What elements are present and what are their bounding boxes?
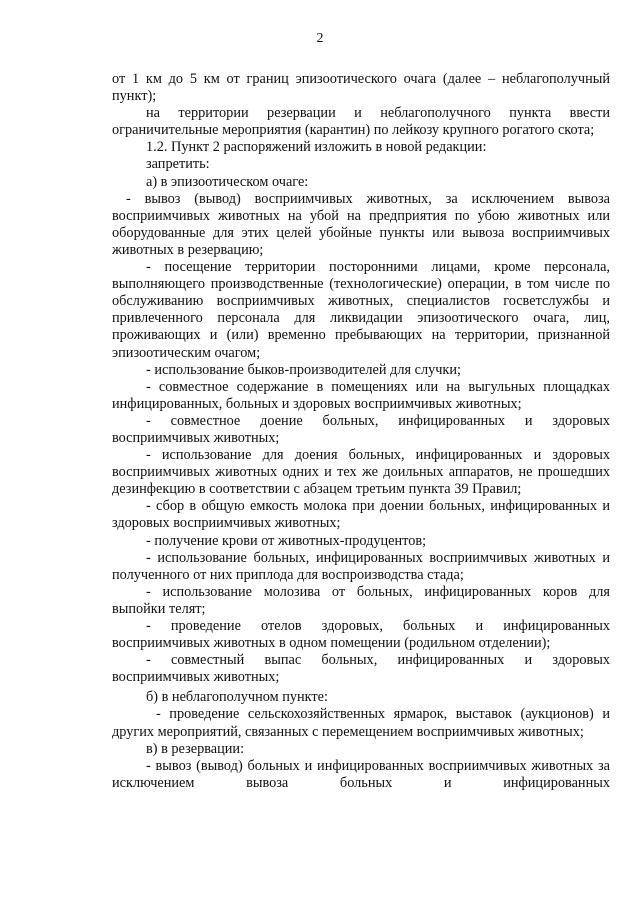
paragraph: б) в неблагополучном пункте: <box>146 689 328 706</box>
paragraph: - получение крови от животных-продуцентов; <box>146 532 427 549</box>
paragraph: 1.2. Пункт 2 распоряжений изложить в новой редакции: <box>146 139 487 156</box>
paragraph: - вывоз (вывод) восприимчивых животных, за исключением вывоза восприимчивых животных на убой на предприятия по убою животных или оборудованные для этих целей убойные пункты или вывоза восприимчивых животных в резервацию; <box>112 190 610 258</box>
paragraph: - сбор в общую емкость молока при доении больных, инфицированных и здоровых восприимчивых животных; <box>112 498 610 532</box>
paragraph: - проведение отелов здоровых, больных и инфицированных восприимчивых животных в одном помещении (родильном отделении); <box>112 618 610 652</box>
paragraph: на территории резервации и неблагополучного пункта ввести ограничительные мероприятия (карантин) по лейкозу крупного рогатого скота; <box>112 105 610 139</box>
paragraph: - посещение территории посторонними лицами, кроме персонала, выполняющего производственные (технологические) операции, в том числе по обслуживанию восприимчивых животных, специалистов госветслужбы и привлеченного персонала для ликвидации эпизоотического очага, лиц, проживающих и (или) временно пребывающих на территории, признанной эпизоотическим очагом; <box>112 259 610 361</box>
paragraph: - проведение сельскохозяйственных ярмарок, выставок (аукционов) и других мероприятий, связанных с перемещением восприимчивых животных; <box>112 706 610 740</box>
paragraph: - использование молозива от больных, инфицированных коров для выпойки телят; <box>112 583 610 617</box>
paragraph: а) в эпизоотическом очаге: <box>146 173 309 190</box>
paragraph: - совместный выпас больных, инфицированных и здоровых восприимчивых животных; <box>112 652 610 686</box>
paragraph: в) в резервации: <box>146 740 245 757</box>
paragraph: - вывоз (вывод) больных и инфицированных восприимчивых животных за исключением вывоза больных и инфицированных <box>112 757 610 791</box>
document-body <box>112 71 610 792</box>
paragraph: - использование быков-производителей для случки; <box>146 361 462 378</box>
paragraph: от 1 км до 5 км от границ эпизоотического очага (далее – неблагополучный пункт); <box>112 71 610 105</box>
paragraph: - совместное содержание в помещениях или на выгульных площадках инфицированных, больных и здоровых восприимчивых животных; <box>112 378 610 412</box>
paragraph: запретить: <box>146 156 210 173</box>
page-number: 2 <box>316 31 324 46</box>
paragraph: - использование больных, инфицированных восприимчивых животных и полученного от них приплода для воспроизводства стада; <box>112 549 610 583</box>
paragraph: - использование для доения больных, инфицированных и здоровых восприимчивых животных одних и тех же доильных аппаратов, не прошедших дезинфекцию в соответствии с абзацем третьим пункта 39 Правил; <box>112 447 610 498</box>
paragraph: - совместное доение больных, инфицированных и здоровых восприимчивых животных; <box>112 412 610 446</box>
